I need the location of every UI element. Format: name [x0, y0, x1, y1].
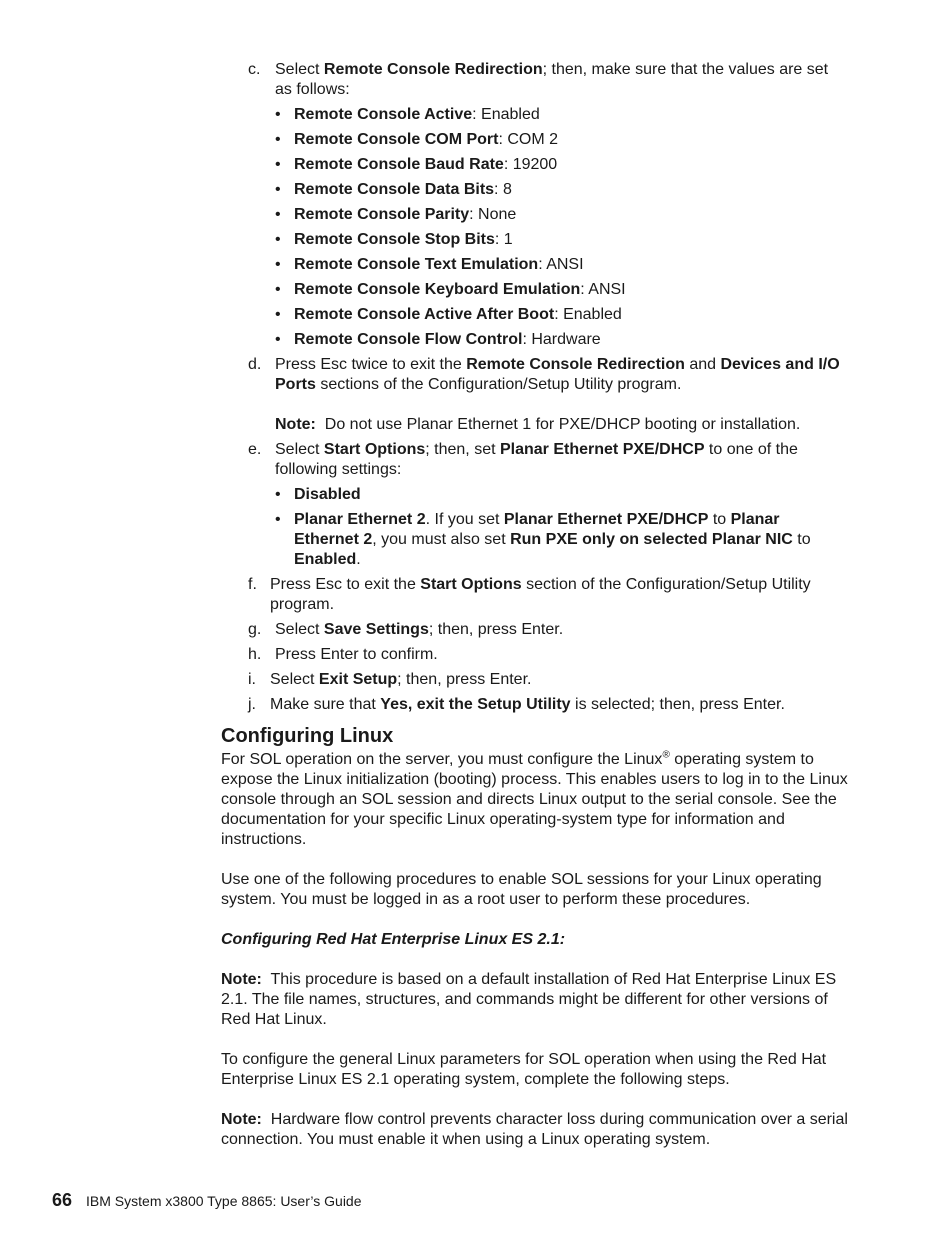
step-text: Press Esc twice to exit the Remote Console Redirection and Devices and I/O Ports sections of the Configuration/Setup Utility program.: [275, 356, 840, 393]
list-item: • Remote Console Text Emulation: ANSI: [275, 255, 848, 275]
step-letter: g.: [248, 621, 262, 638]
step-letter: d.: [248, 356, 262, 373]
list-item: • Remote Console COM Port: COM 2: [275, 130, 848, 150]
page-number: 66: [52, 1190, 73, 1210]
pxe-settings-list: [275, 485, 848, 570]
paragraph: To configure the general Linux parameters for SOL operation when using the Red Hat Enterprise Linux ES 2.1 operating system, complete the following steps.: [221, 1051, 827, 1088]
remote-console-values-list: [275, 105, 848, 350]
list-item: • Remote Console Active After Boot: Enabled: [275, 305, 848, 325]
step-text: Select Remote Console Redirection; then, make sure that the values are set as follows:: [275, 61, 829, 98]
list-item: • Remote Console Baud Rate: 19200: [275, 155, 848, 175]
list-item: • Remote Console Data Bits: 8: [275, 180, 848, 200]
step-h: [248, 645, 848, 665]
step-text: Press Esc to exit the Start Options section of the Configuration/Setup Utility program.: [270, 576, 811, 613]
step-text: Select Start Options; then, set Planar Ethernet PXE/DHCP to one of the following settings:: [275, 441, 798, 478]
step-e: [248, 440, 848, 570]
subsection-heading: Configuring Red Hat Enterprise Linux ES 2.1:: [221, 931, 566, 948]
step-d: [248, 355, 848, 435]
step-text: Press Enter to confirm.: [275, 646, 438, 663]
list-item: • Remote Console Parity: None: [275, 205, 848, 225]
step-letter: f.: [248, 576, 257, 593]
list-item: • Remote Console Flow Control: Hardware: [275, 330, 848, 350]
paragraph: For SOL operation on the server, you must configure the Linux® operating system to expose the Linux initialization (booting) process. This enables users to log in to the Linux console through an SOL session and directs Linux output to the serial console. See the documentation for your specific Linux operating-system type for information and instructions.: [221, 749, 848, 848]
list-item: • Remote Console Active: Enabled: [275, 105, 848, 125]
step-letter: i.: [248, 671, 256, 688]
list-item: • Remote Console Keyboard Emulation: ANSI: [275, 280, 848, 300]
list-item: • Remote Console Stop Bits: 1: [275, 230, 848, 250]
step-letter: e.: [248, 441, 262, 458]
list-item: • Disabled: [275, 485, 848, 505]
step-g: [248, 620, 848, 640]
section-heading: Configuring Linux: [221, 725, 394, 747]
paragraph: Use one of the following procedures to enable SOL sessions for your Linux operating system. You must be logged in as a root user to perform these procedures.: [221, 871, 822, 908]
document-title: IBM System x3800 Type 8865: User’s Guide: [86, 1193, 362, 1209]
setup-steps: [248, 60, 848, 720]
step-c: [248, 60, 848, 350]
step-letter: h.: [248, 646, 262, 663]
step-f: [248, 575, 848, 615]
step-i: [248, 670, 848, 690]
list-item: • Planar Ethernet 2. If you set Planar Ethernet PXE/DHCP to Planar Ethernet 2, you must also set Run PXE only on selected Planar NIC to Enabled.: [275, 510, 848, 570]
step-text: Select Exit Setup; then, press Enter.: [270, 671, 532, 688]
note: Note: This procedure is based on a default installation of Red Hat Enterprise Linux ES 2.1. The file names, structures, and commands might be different for other versions of Red Hat Linux.: [221, 971, 841, 1028]
step-text: Make sure that Yes, exit the Setup Utility is selected; then, press Enter.: [270, 696, 785, 713]
note: Note: Do not use Planar Ethernet 1 for PXE/DHCP booting or installation.: [275, 416, 801, 433]
step-letter: j.: [248, 696, 256, 713]
step-text: Select Save Settings; then, press Enter.: [275, 621, 564, 638]
step-letter: c.: [248, 61, 261, 78]
step-j: [248, 695, 848, 715]
configuring-linux-section: [221, 724, 851, 1170]
note: Note: Hardware flow control prevents character loss during communication over a serial connection. You must enable it when using a Linux operating system.: [221, 1111, 853, 1148]
registered-mark: ®: [662, 749, 670, 761]
page-footer: [52, 1190, 362, 1211]
